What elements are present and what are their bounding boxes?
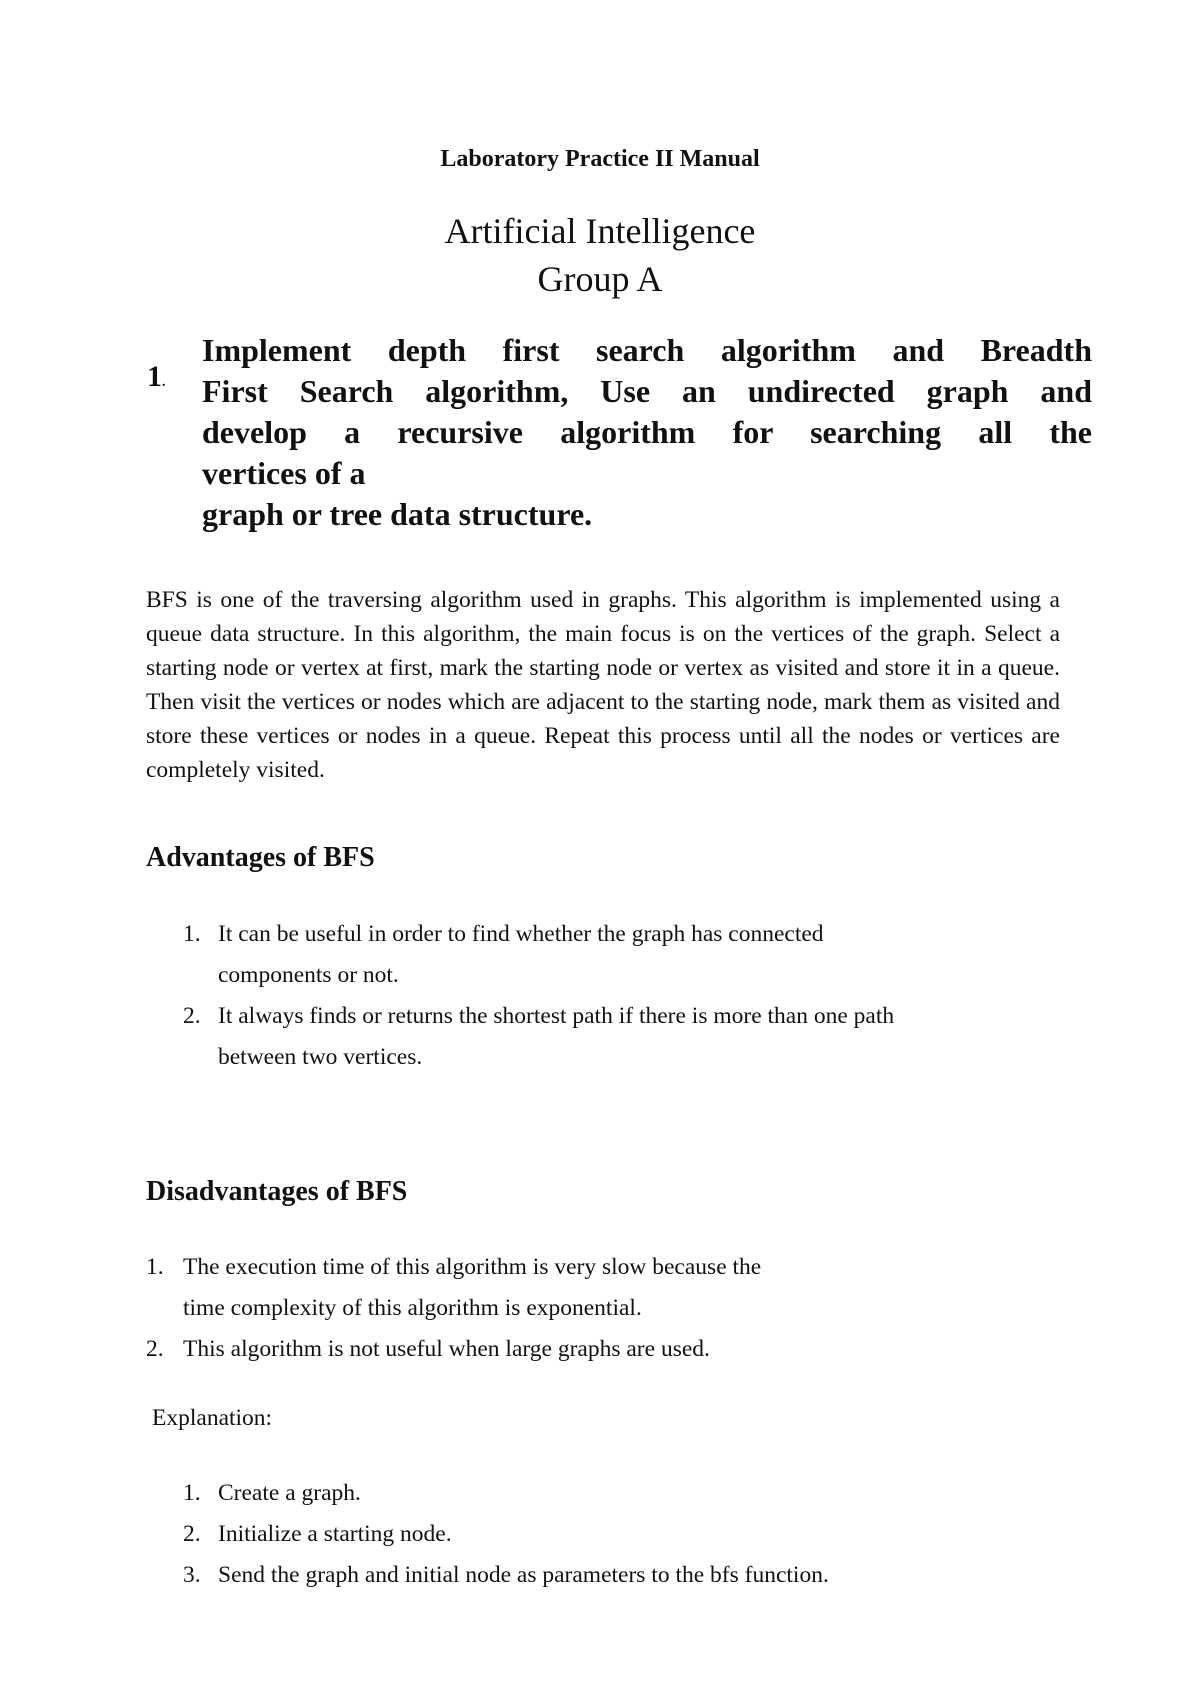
list-item-text: Initialize a starting node. — [218, 1521, 452, 1547]
list-number: 2. — [183, 1521, 201, 1547]
list-number: 1. — [183, 1480, 201, 1506]
task-number-suffix: . — [162, 375, 166, 390]
title-group: Group A — [537, 259, 663, 299]
list-item — [183, 996, 1098, 1078]
list-number: 2. — [146, 1336, 164, 1362]
task-line: First Search algorithm, Use an undirected graph and — [202, 373, 1092, 409]
list-item-text: It can be useful in order to find whether the graph has connected — [218, 921, 824, 947]
advantages-heading: Advantages of BFS — [146, 842, 375, 873]
page-header: Laboratory Practice II Manual — [440, 146, 760, 172]
list-item — [183, 914, 1098, 996]
list-number: 2. — [183, 1003, 201, 1029]
list-number: 1. — [183, 921, 201, 947]
list-item — [183, 1514, 1098, 1555]
list-item-text: It always finds or returns the shortest path if there is more than one path — [218, 1003, 895, 1029]
task-number — [147, 360, 166, 394]
list-number: 1. — [146, 1254, 164, 1280]
list-item-text: Send the graph and initial node as parameters to the bfs function. — [218, 1562, 829, 1588]
list-item — [146, 1329, 1083, 1370]
list-item-text: between two vertices. — [218, 1044, 423, 1070]
intro-paragraph: BFS is one of the traversing algorithm used in graphs. This algorithm is implemented using a queue data structure. In this algorithm, the main focus is on the vertices of the graph. Select a starting node or vertex at first, mark the starting node or vertex as visited and store it in a queue. Then visit the vertices or nodes which are adjacent to the starting node, mark them as visited and store these vertices or nodes in a queue. Repeat this process until all the nodes or vertices are completely visited. — [146, 587, 1060, 783]
task-number-value: 1 — [147, 360, 162, 393]
disadvantages-list — [146, 1247, 1083, 1370]
title-subject: Artificial Intelligence — [444, 211, 756, 251]
list-item — [146, 1247, 1083, 1329]
task-statement — [202, 330, 1092, 535]
list-item-text: The execution time of this algorithm is very slow because the — [183, 1254, 762, 1280]
list-item-text: This algorithm is not useful when large graphs are used. — [183, 1336, 710, 1362]
list-number: 3. — [183, 1562, 201, 1588]
list-item — [183, 1473, 1098, 1514]
list-item-text: components or not. — [218, 962, 399, 988]
page-title — [0, 207, 1200, 303]
advantages-list — [183, 914, 1098, 1078]
explanation-steps — [183, 1473, 1098, 1596]
explanation-label: Explanation: — [152, 1405, 273, 1431]
task-line: graph or tree data structure. — [202, 496, 593, 532]
list-item-text: Create a graph. — [218, 1480, 361, 1506]
list-item-text: time complexity of this algorithm is exponential. — [183, 1295, 642, 1321]
task-line: Implement depth first search algorithm and Breadth — [202, 332, 1092, 368]
task-line: develop a recursive algorithm for searching all the — [202, 414, 1092, 450]
disadvantages-heading: Disadvantages of BFS — [146, 1176, 408, 1207]
list-item — [183, 1555, 1098, 1596]
task-line: vertices of a — [202, 455, 366, 491]
